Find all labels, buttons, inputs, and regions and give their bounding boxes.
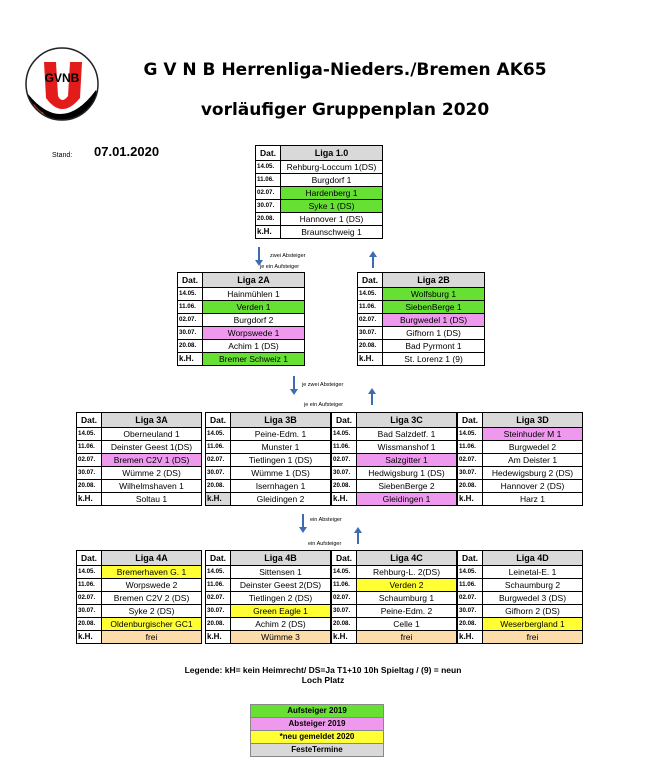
date-header: Dat. (178, 273, 203, 288)
match-date: 20.08. (458, 618, 483, 631)
match-date: k.H. (332, 631, 357, 644)
date-header: Dat. (77, 413, 102, 428)
date-header: Dat. (358, 273, 383, 288)
match-date: 20.08. (358, 340, 383, 353)
table-row (358, 301, 485, 314)
group-table-liga-2b (357, 272, 485, 366)
match-date: 14.05. (77, 566, 102, 579)
up-arrow-icon (372, 256, 374, 268)
team-name: Bad Salzdetf. 1 (357, 428, 457, 441)
table-row (178, 288, 305, 301)
table-row (458, 441, 583, 454)
group-name: Liga 3D (483, 413, 583, 428)
date-header: Dat. (332, 551, 357, 566)
team-name: Leinetal-E. 1 (483, 566, 583, 579)
group-table-liga-3a (76, 412, 202, 506)
match-date: 11.06. (458, 441, 483, 454)
group-table-liga-3c (331, 412, 457, 506)
table-row (332, 428, 457, 441)
table-row (458, 592, 583, 605)
table-row (77, 631, 202, 644)
table-row (458, 605, 583, 618)
team-name: Sittensen 1 (231, 566, 331, 579)
table-row (77, 605, 202, 618)
table-row (77, 592, 202, 605)
team-name: Isernhagen 1 (231, 480, 331, 493)
table-row (458, 631, 583, 644)
table-row (332, 618, 457, 631)
up-arrow-icon (371, 393, 373, 405)
team-name: Am Deister 1 (483, 454, 583, 467)
stand-label: Stand: (52, 152, 73, 159)
team-name: frei (483, 631, 583, 644)
team-name: Bad Pyrmont 1 (383, 340, 485, 353)
table-row (458, 493, 583, 506)
arrow-label: je zwei Absteiger (302, 382, 344, 388)
group-header-row (77, 413, 202, 428)
group-name: Liga 2B (383, 273, 485, 288)
team-name: Wümme 2 (DS) (102, 467, 202, 480)
team-name: Weserbergland 1 (483, 618, 583, 631)
group-header-row (206, 551, 331, 566)
match-date: 20.08. (77, 618, 102, 631)
team-name: Hainmühlen 1 (203, 288, 305, 301)
team-name: Gleidingen 2 (231, 493, 331, 506)
group-header-row (332, 551, 457, 566)
group-table-liga-4c (331, 550, 457, 644)
table-row (256, 174, 383, 187)
team-name: Wolfsburg 1 (383, 288, 485, 301)
match-date: 30.07. (358, 327, 383, 340)
date-header: Dat. (458, 413, 483, 428)
group-table-liga-2a (177, 272, 305, 366)
team-name: Burgwedel 2 (483, 441, 583, 454)
match-date: 11.06. (332, 441, 357, 454)
team-name: Bremer Schweiz 1 (203, 353, 305, 366)
match-date: k.H. (458, 493, 483, 506)
team-name: Syke 1 (DS) (281, 200, 383, 213)
match-date: 30.07. (206, 605, 231, 618)
match-date: 02.07. (332, 592, 357, 605)
team-name: Steinhuder M 1 (483, 428, 583, 441)
team-name: Burgdorf 2 (203, 314, 305, 327)
logo-text: GVNB (44, 71, 80, 85)
match-date: 02.07. (358, 314, 383, 327)
group-name: Liga 3A (102, 413, 202, 428)
match-date: 30.07. (77, 605, 102, 618)
group-header-row (358, 273, 485, 288)
match-date: 30.07. (178, 327, 203, 340)
match-date: 30.07. (206, 467, 231, 480)
arrow-label: ein Absteiger (310, 517, 342, 523)
table-row (206, 605, 331, 618)
match-date: 30.07. (458, 605, 483, 618)
group-header-row (332, 413, 457, 428)
team-name: SiebenBerge 2 (357, 480, 457, 493)
group-name: Liga 4C (357, 551, 457, 566)
date-header: Dat. (256, 146, 281, 161)
team-name: St. Lorenz 1 (9) (383, 353, 485, 366)
match-date: k.H. (178, 353, 203, 366)
team-name: Schaumburg 1 (357, 592, 457, 605)
match-date: 14.05. (458, 566, 483, 579)
match-date: 30.07. (77, 467, 102, 480)
match-date: 20.08. (332, 618, 357, 631)
table-row (458, 579, 583, 592)
team-name: Gleidingen 1 (357, 493, 457, 506)
table-row (77, 493, 202, 506)
team-name: frei (357, 631, 457, 644)
table-row (77, 480, 202, 493)
match-date: 20.08. (178, 340, 203, 353)
team-name: Harz 1 (483, 493, 583, 506)
legend-key-item: FesteTermine (250, 743, 384, 757)
team-name: Verden 2 (357, 579, 457, 592)
match-date: k.H. (358, 353, 383, 366)
table-row (332, 480, 457, 493)
match-date: 02.07. (206, 592, 231, 605)
match-date: 11.06. (77, 579, 102, 592)
team-name: Wissmanshof 1 (357, 441, 457, 454)
table-row (332, 605, 457, 618)
group-header-row (178, 273, 305, 288)
team-name: Gifhorn 1 (DS) (383, 327, 485, 340)
match-date: 14.05. (332, 428, 357, 441)
match-date: 02.07. (178, 314, 203, 327)
team-name: Bremen C2V 1 (DS) (102, 454, 202, 467)
page-title: G V N B Herrenliga-Nieders./Bremen AK65 (143, 60, 547, 80)
team-name: Burgwedel 1 (DS) (383, 314, 485, 327)
date-header: Dat. (206, 551, 231, 566)
match-date: 30.07. (256, 200, 281, 213)
group-name: Liga 3C (357, 413, 457, 428)
table-row (206, 579, 331, 592)
table-row (358, 288, 485, 301)
table-row (458, 566, 583, 579)
table-row (332, 592, 457, 605)
match-date: 20.08. (206, 618, 231, 631)
table-row (256, 161, 383, 174)
match-date: 02.07. (458, 454, 483, 467)
table-row (206, 631, 331, 644)
group-header-row (206, 413, 331, 428)
match-date: k.H. (206, 493, 231, 506)
match-date: 20.08. (256, 213, 281, 226)
team-name: Oldenburgischer GC1 (102, 618, 202, 631)
match-date: 14.05. (206, 566, 231, 579)
team-name: Rehburg-L. 2(DS) (357, 566, 457, 579)
date-header: Dat. (206, 413, 231, 428)
group-table-liga-4d (457, 550, 583, 644)
table-row (332, 467, 457, 480)
table-row (206, 441, 331, 454)
arrow-label: ein Aufsteiger (308, 541, 342, 547)
table-row (332, 566, 457, 579)
table-row (178, 327, 305, 340)
team-name: SiebenBerge 1 (383, 301, 485, 314)
table-row (77, 618, 202, 631)
team-name: Peine-Edm. 2 (357, 605, 457, 618)
table-row (332, 493, 457, 506)
team-name: Rehburg-Loccum 1(DS) (281, 161, 383, 174)
team-name: Verden 1 (203, 301, 305, 314)
match-date: 20.08. (206, 480, 231, 493)
team-name: Oberneuland 1 (102, 428, 202, 441)
group-table-liga-3d (457, 412, 583, 506)
team-name: Worpswede 1 (203, 327, 305, 340)
match-date: 02.07. (77, 454, 102, 467)
table-row (256, 200, 383, 213)
match-date: k.H. (256, 226, 281, 239)
page-subtitle: vorläufiger Gruppenplan 2020 (200, 100, 490, 120)
match-date: 11.06. (358, 301, 383, 314)
table-row (206, 592, 331, 605)
match-date: 14.05. (358, 288, 383, 301)
match-date: 14.05. (332, 566, 357, 579)
group-name: Liga 2A (203, 273, 305, 288)
match-date: k.H. (458, 631, 483, 644)
team-name: Achim 1 (DS) (203, 340, 305, 353)
team-name: Deinster Geest 2(DS) (231, 579, 331, 592)
team-name: Gifhorn 2 (DS) (483, 605, 583, 618)
table-row (178, 340, 305, 353)
match-date: 11.06. (206, 579, 231, 592)
group-header-row (458, 413, 583, 428)
arrow-label: je ein Aufsteiger (304, 402, 344, 408)
group-header-row (256, 146, 383, 161)
match-date: k.H. (332, 493, 357, 506)
table-row (256, 213, 383, 226)
group-name: Liga 4D (483, 551, 583, 566)
table-row (178, 301, 305, 314)
legend-key-item: *neu gemeldet 2020 (250, 730, 384, 744)
date-header: Dat. (332, 413, 357, 428)
match-date: 11.06. (256, 174, 281, 187)
table-row (77, 454, 202, 467)
match-date: 11.06. (77, 441, 102, 454)
table-row (332, 631, 457, 644)
match-date: 14.05. (256, 161, 281, 174)
date-header: Dat. (458, 551, 483, 566)
down-arrow-icon (302, 514, 304, 528)
gvnb-logo (24, 46, 100, 122)
table-row (332, 441, 457, 454)
group-name: Liga 1.0 (281, 146, 383, 161)
group-table-liga-4a (76, 550, 202, 644)
team-name: Hannover 1 (DS) (281, 213, 383, 226)
team-name: Green Eagle 1 (231, 605, 331, 618)
table-row (358, 327, 485, 340)
table-row (358, 314, 485, 327)
match-date: 30.07. (332, 605, 357, 618)
table-row (358, 353, 485, 366)
match-date: 30.07. (332, 467, 357, 480)
team-name: Tietlingen 2 (DS) (231, 592, 331, 605)
team-name: Peine-Edm. 1 (231, 428, 331, 441)
match-date: 11.06. (458, 579, 483, 592)
team-name: Tietlingen 1 (DS) (231, 454, 331, 467)
match-date: 02.07. (206, 454, 231, 467)
down-arrow-icon (258, 247, 260, 261)
team-name: Celle 1 (357, 618, 457, 631)
match-date: k.H. (206, 631, 231, 644)
team-name: Syke 2 (DS) (102, 605, 202, 618)
table-row (458, 454, 583, 467)
table-row (206, 493, 331, 506)
match-date: 02.07. (332, 454, 357, 467)
team-name: Bremerhaven G. 1 (102, 566, 202, 579)
team-name: Wilhelmshaven 1 (102, 480, 202, 493)
legend-key-item: Aufsteiger 2019 (250, 704, 384, 718)
match-date: 20.08. (77, 480, 102, 493)
table-row (332, 454, 457, 467)
group-table-liga-1-0 (255, 145, 383, 239)
team-name: frei (102, 631, 202, 644)
team-name: Burgdorf 1 (281, 174, 383, 187)
table-row (458, 467, 583, 480)
match-date: 20.08. (458, 480, 483, 493)
table-row (256, 187, 383, 200)
team-name: Worpswede 2 (102, 579, 202, 592)
table-row (77, 441, 202, 454)
date-header: Dat. (77, 551, 102, 566)
table-row (332, 579, 457, 592)
up-arrow-icon (357, 532, 359, 544)
team-name: Wümme 3 (231, 631, 331, 644)
team-name: Schaumburg 2 (483, 579, 583, 592)
match-date: 11.06. (332, 579, 357, 592)
group-table-liga-4b (205, 550, 331, 644)
team-name: Deinster Geest 1(DS) (102, 441, 202, 454)
legend-key-item: Absteiger 2019 (250, 717, 384, 731)
match-date: k.H. (77, 493, 102, 506)
team-name: Braunschweig 1 (281, 226, 383, 239)
group-header-row (77, 551, 202, 566)
team-name: Hannover 2 (DS) (483, 480, 583, 493)
group-name: Liga 4A (102, 551, 202, 566)
table-row (77, 467, 202, 480)
table-row (77, 566, 202, 579)
table-row (458, 618, 583, 631)
match-date: 11.06. (178, 301, 203, 314)
arrow-label: je ein Aufsteiger (260, 264, 300, 270)
table-row (206, 467, 331, 480)
table-row (358, 340, 485, 353)
table-row (256, 226, 383, 239)
table-row (206, 428, 331, 441)
match-date: 14.05. (458, 428, 483, 441)
match-date: 14.05. (77, 428, 102, 441)
team-name: Wümme 1 (DS) (231, 467, 331, 480)
table-row (206, 454, 331, 467)
team-name: Hedewigsburg 2 (DS) (483, 467, 583, 480)
table-row (178, 353, 305, 366)
table-row (206, 480, 331, 493)
match-date: 02.07. (77, 592, 102, 605)
match-date: 14.05. (206, 428, 231, 441)
match-date: 11.06. (206, 441, 231, 454)
table-row (458, 428, 583, 441)
team-name: Bremen C2V 2 (DS) (102, 592, 202, 605)
group-header-row (458, 551, 583, 566)
match-date: 02.07. (458, 592, 483, 605)
team-name: Hardenberg 1 (281, 187, 383, 200)
down-arrow-icon (293, 376, 295, 390)
group-name: Liga 4B (231, 551, 331, 566)
table-row (206, 618, 331, 631)
match-date: 14.05. (178, 288, 203, 301)
match-date: 30.07. (458, 467, 483, 480)
team-name: Salzgitter 1 (357, 454, 457, 467)
arrow-label: zwei Absteiger (270, 253, 306, 259)
table-row (458, 480, 583, 493)
stand-date: 07.01.2020 (94, 144, 160, 159)
team-name: Achim 2 (DS) (231, 618, 331, 631)
team-name: Hedwigsburg 1 (DS) (357, 467, 457, 480)
group-table-liga-3b (205, 412, 331, 506)
legend-text: Legende: kH= kein Heimrecht/ DS=Ja T1+10 10h Spieltag / (9) = neun Loch Platz (184, 665, 462, 685)
table-row (178, 314, 305, 327)
match-date: k.H. (77, 631, 102, 644)
group-name: Liga 3B (231, 413, 331, 428)
match-date: 20.08. (332, 480, 357, 493)
match-date: 02.07. (256, 187, 281, 200)
team-name: Soltau 1 (102, 493, 202, 506)
table-row (77, 428, 202, 441)
table-row (77, 579, 202, 592)
table-row (206, 566, 331, 579)
team-name: Burgwedel 3 (DS) (483, 592, 583, 605)
team-name: Munster 1 (231, 441, 331, 454)
